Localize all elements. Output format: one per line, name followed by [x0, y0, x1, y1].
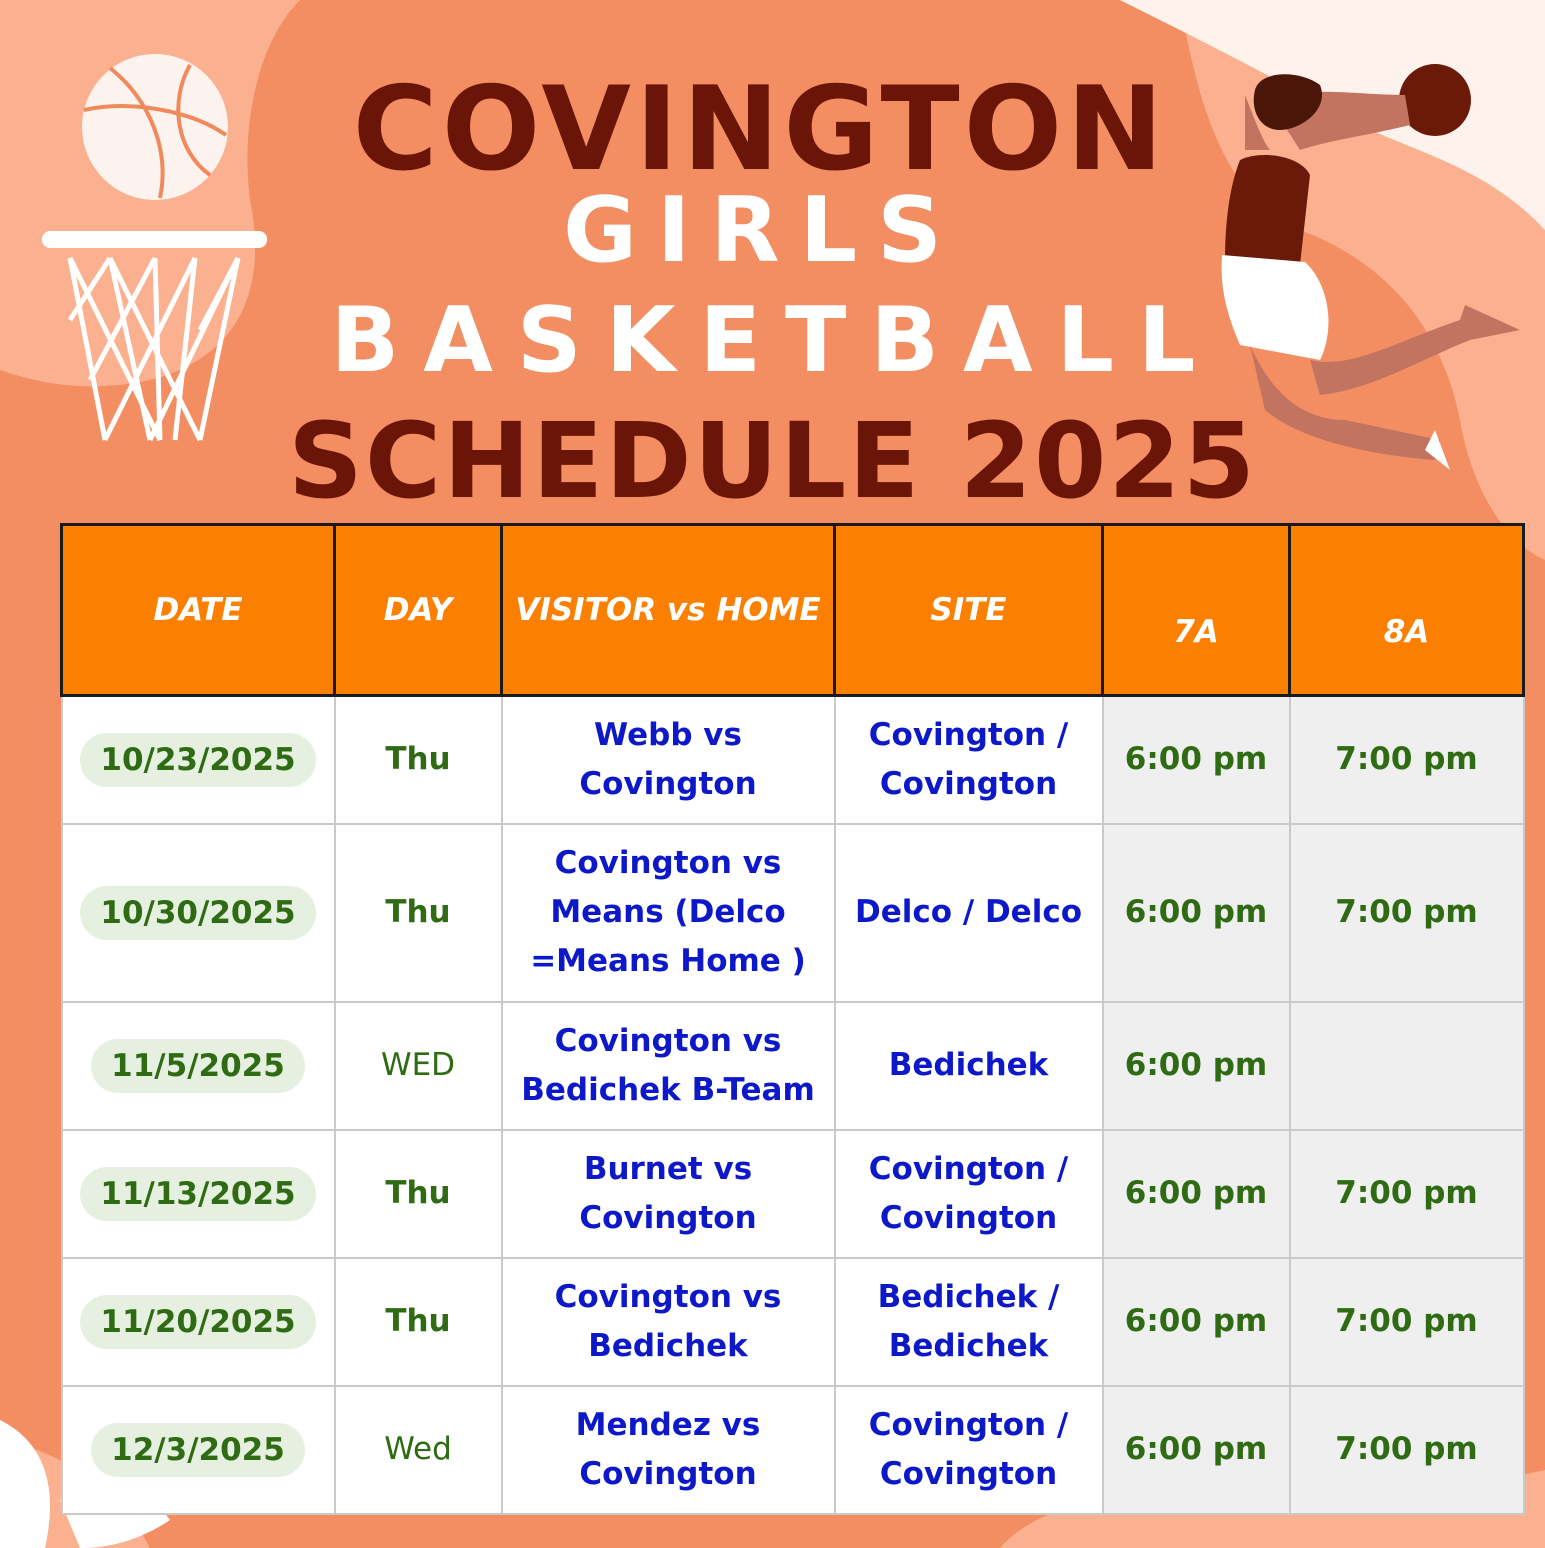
matchup-cell: Covington vs Bedichek: [502, 1258, 835, 1386]
time-8a-cell: [1290, 1002, 1524, 1130]
date-cell: [62, 1386, 335, 1514]
column-header-site: SITE: [835, 525, 1103, 696]
site-cell: Bedichek / Bedichek: [835, 1258, 1103, 1386]
title-line-1: COVINGTON: [352, 62, 1168, 197]
time-8a-cell: 7:00 pm: [1290, 824, 1524, 1002]
time-8a-cell: 7:00 pm: [1290, 696, 1524, 824]
date-cell: [62, 824, 335, 1002]
day-cell: Thu: [335, 1258, 502, 1386]
column-header-day: DAY: [335, 525, 502, 696]
table-row: [62, 1130, 1524, 1258]
site-cell: Bedichek: [835, 1002, 1103, 1130]
time-7a-cell: 6:00 pm: [1103, 824, 1290, 1002]
day-cell: Thu: [335, 696, 502, 824]
site-cell: Covington / Covington: [835, 1386, 1103, 1514]
table-row: [62, 824, 1524, 1002]
matchup-cell: Covington vs Means (Delco =Means Home ): [502, 824, 835, 1002]
table-row: [62, 1258, 1524, 1386]
column-header-date: DATE: [62, 525, 335, 696]
day-cell: WED: [335, 1002, 502, 1130]
time-7a-cell: 6:00 pm: [1103, 1386, 1290, 1514]
date-pill: 11/5/2025: [91, 1039, 305, 1093]
time-7a-cell: 6:00 pm: [1103, 1258, 1290, 1386]
table-header-row: [62, 525, 1524, 696]
title-line-2: GIRLS: [563, 178, 962, 283]
site-cell: Covington / Covington: [835, 696, 1103, 824]
time-7a-cell: 6:00 pm: [1103, 1002, 1290, 1130]
day-cell: Thu: [335, 824, 502, 1002]
date-pill: 10/30/2025: [80, 886, 315, 940]
table-row: [62, 1386, 1524, 1514]
date-cell: [62, 696, 335, 824]
title-line-4: SCHEDULE 2025: [287, 400, 1258, 522]
date-pill: 12/3/2025: [91, 1423, 305, 1477]
day-cell: Thu: [335, 1130, 502, 1258]
date-pill: 11/20/2025: [80, 1295, 315, 1349]
site-cell: Covington / Covington: [835, 1130, 1103, 1258]
column-header-7a: 7A: [1103, 525, 1290, 696]
site-cell: Delco / Delco: [835, 824, 1103, 1002]
title-line-3: BASKETBALL: [330, 288, 1220, 393]
date-cell: [62, 1130, 335, 1258]
date-pill: 10/23/2025: [80, 733, 315, 787]
column-header-visitor-home: VISITOR vs HOME: [502, 525, 835, 696]
day-cell: Wed: [335, 1386, 502, 1514]
matchup-cell: Webb vs Covington: [502, 696, 835, 824]
time-7a-cell: 6:00 pm: [1103, 1130, 1290, 1258]
time-7a-cell: 6:00 pm: [1103, 696, 1290, 824]
date-cell: [62, 1258, 335, 1386]
matchup-cell: Mendez vs Covington: [502, 1386, 835, 1514]
time-8a-cell: 7:00 pm: [1290, 1386, 1524, 1514]
time-8a-cell: 7:00 pm: [1290, 1258, 1524, 1386]
date-cell: [62, 1002, 335, 1130]
matchup-cell: Burnet vs Covington: [502, 1130, 835, 1258]
time-8a-cell: 7:00 pm: [1290, 1130, 1524, 1258]
table-row: [62, 1002, 1524, 1130]
schedule-table: [60, 523, 1525, 1515]
matchup-cell: Covington vs Bedichek B-Team: [502, 1002, 835, 1130]
column-header-8a: 8A: [1290, 525, 1524, 696]
date-pill: 11/13/2025: [80, 1167, 315, 1221]
table-row: [62, 696, 1524, 824]
